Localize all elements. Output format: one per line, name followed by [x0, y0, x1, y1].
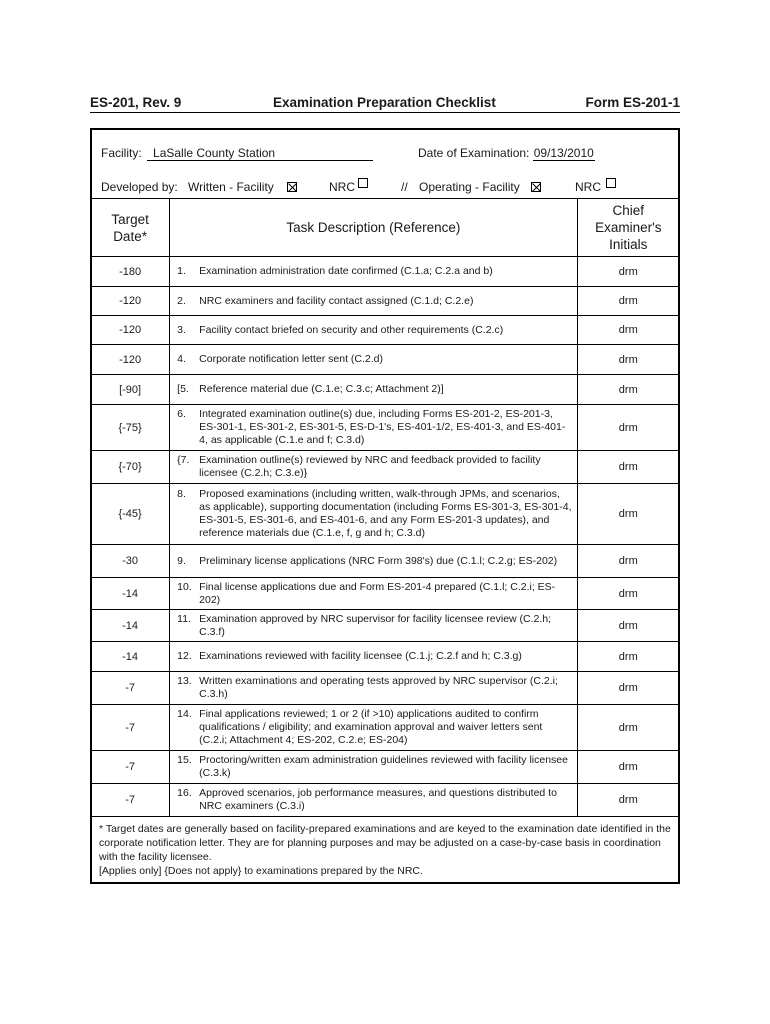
- task-table: [90, 198, 680, 817]
- task-cell: [170, 345, 577, 375]
- initials-cell[interactable]: drm: [577, 705, 679, 751]
- task-cell: [170, 545, 577, 578]
- task-description: Final applications reviewed; 1 or 2 (if >10) applications audited to confirm qualifications / eligibility; and examination approval and waiver letters sent (C.2.i; Attachment 4; ES-202, C.2.e; ES-204): [199, 708, 543, 746]
- page-header: [90, 92, 680, 113]
- task-number: {7.: [177, 454, 190, 466]
- target-date-cell: -120: [91, 316, 170, 345]
- initials-cell[interactable]: drm: [577, 545, 679, 578]
- table-row: [91, 672, 680, 705]
- task-cell: [170, 784, 577, 817]
- written-facility-label: Written - Facility: [188, 180, 274, 194]
- table-row: [91, 316, 680, 345]
- exam-date-input[interactable]: 09/13/2010: [533, 146, 594, 160]
- initials-cell[interactable]: drm: [577, 257, 679, 287]
- task-description: Preliminary license applications (NRC Form 398's) due (C.1.l; C.2.g; ES-202): [199, 554, 558, 567]
- footnote-applicability: [Applies only] {Does not apply} to examinations prepared by the NRC.: [99, 865, 423, 877]
- task-number: 16.: [177, 787, 192, 799]
- table-row: [91, 345, 680, 375]
- task-number: 2.: [177, 294, 186, 307]
- initials-cell[interactable]: drm: [577, 345, 679, 375]
- task-cell: [170, 578, 577, 610]
- initials-cell[interactable]: drm: [577, 287, 679, 316]
- initials-cell[interactable]: drm: [577, 751, 679, 784]
- operating-nrc-label: NRC: [575, 180, 601, 194]
- table-row: [91, 484, 680, 545]
- operating-nrc-checkbox[interactable]: [606, 178, 616, 188]
- task-number: 10.: [177, 580, 192, 593]
- target-date-cell: {-75}: [91, 405, 170, 451]
- task-cell: [170, 316, 577, 345]
- task-number: 1.: [177, 265, 186, 277]
- task-number: 6.: [177, 408, 186, 420]
- chief-examiner-initials-header: Chief Examiner's Initials: [577, 199, 679, 257]
- task-number: 14.: [177, 708, 192, 720]
- document-revision: ES-201, Rev. 9: [90, 95, 182, 110]
- task-description: Proposed examinations (including written, walk-through JPMs, and scenarios, as applicable), supporting documentation (including Forms ES-301-3, ES-301-4, ES-301-5, ES-301-6, and ES-401-6, and any Form ES-201-3 updates), and reference materials due (C.1.e, f, g and h; C.3.d): [199, 488, 572, 539]
- initials-cell[interactable]: drm: [577, 405, 679, 451]
- table-row: [91, 257, 680, 287]
- page-title: Examination Preparation Checklist: [273, 95, 496, 110]
- target-date-cell: {-70}: [91, 451, 170, 484]
- task-cell: [170, 257, 577, 287]
- initials-cell[interactable]: drm: [577, 784, 679, 817]
- target-date-cell: -180: [91, 257, 170, 287]
- target-date-cell: -30: [91, 545, 170, 578]
- task-description: Reference material due (C.1.e; C.3.c; Attachment 2)]: [199, 383, 444, 395]
- initials-cell[interactable]: drm: [577, 375, 679, 405]
- task-cell: [170, 672, 577, 705]
- task-number: 8.: [177, 488, 186, 500]
- task-description: Integrated examination outline(s) due, including Forms ES-201-2, ES-201-3, ES-301-1, ES-301-2, ES-301-5, ES-D-1's, ES-401-1/2, ES-401-3, and ES-401-4, as applicable (C.1.e and f; C.3.d): [199, 408, 566, 446]
- task-cell: [170, 451, 577, 484]
- task-cell: [170, 287, 577, 316]
- task-cell: [170, 642, 577, 672]
- initials-cell[interactable]: drm: [577, 484, 679, 545]
- target-date-header: Target Date*: [91, 199, 170, 257]
- table-row: [91, 287, 680, 316]
- target-date-cell: -7: [91, 672, 170, 705]
- table-row: [91, 545, 680, 578]
- task-number: 4.: [177, 353, 186, 365]
- written-nrc-checkbox[interactable]: [358, 178, 368, 188]
- task-description: Facility contact briefed on security and other requirements (C.2.c): [199, 323, 504, 336]
- initials-cell[interactable]: drm: [577, 451, 679, 484]
- task-description: Examination outline(s) reviewed by NRC and feedback provided to facility licensee (C.2.h; C.3.e)}: [199, 454, 541, 479]
- task-description-header: Task Description (Reference): [170, 199, 577, 257]
- task-description: Examinations reviewed with facility licensee (C.1.j; C.2.f and h; C.3.g): [199, 650, 522, 662]
- written-nrc-label: NRC: [329, 180, 355, 194]
- initials-cell[interactable]: drm: [577, 610, 679, 642]
- task-description: Examination administration date confirmed (C.1.a; C.2.a and b): [199, 265, 493, 277]
- task-cell: [170, 405, 577, 451]
- task-cell: [170, 610, 577, 642]
- task-description: Corporate notification letter sent (C.2.d): [199, 353, 383, 365]
- table-row: [91, 578, 680, 610]
- task-description: Proctoring/written exam administration guidelines reviewed with facility licensee (C.3.k): [199, 754, 568, 779]
- target-date-cell: -7: [91, 751, 170, 784]
- target-date-cell: -14: [91, 578, 170, 610]
- task-number: 15.: [177, 754, 192, 766]
- table-row: [91, 705, 680, 751]
- table-row: [91, 784, 680, 817]
- developed-by-label: Developed by:: [101, 180, 178, 194]
- facility-field: [101, 146, 373, 161]
- target-date-cell: -120: [91, 345, 170, 375]
- target-date-cell: -7: [91, 705, 170, 751]
- task-number: 13.: [177, 675, 192, 687]
- task-number: 3.: [177, 323, 186, 336]
- facility-input[interactable]: LaSalle County Station: [147, 146, 373, 161]
- task-number: 11.: [177, 612, 191, 625]
- target-date-cell: {-45}: [91, 484, 170, 545]
- separator: //: [401, 180, 408, 194]
- table-header-row: [91, 199, 680, 257]
- initials-cell[interactable]: drm: [577, 642, 679, 672]
- task-rows: [91, 257, 680, 817]
- footnote: [99, 822, 674, 878]
- task-description: Written examinations and operating tests approved by NRC supervisor (C.2.i; C.3.h): [199, 675, 558, 700]
- task-description: Examination approved by NRC supervisor for facility licensee review (C.2.h; C.3.f): [199, 612, 552, 638]
- task-number: 9.: [177, 554, 186, 567]
- exam-date-label: Date of Examination:: [418, 146, 530, 160]
- table-row: [91, 375, 680, 405]
- task-cell: [170, 751, 577, 784]
- operating-facility-checkbox[interactable]: [531, 182, 541, 192]
- task-description: NRC examiners and facility contact assigned (C.1.d; C.2.e): [199, 294, 474, 307]
- initials-cell[interactable]: drm: [577, 578, 679, 610]
- target-date-cell: -14: [91, 642, 170, 672]
- initials-cell[interactable]: drm: [577, 316, 679, 345]
- form-number: Form ES-201-1: [585, 95, 680, 110]
- table-row: [91, 751, 680, 784]
- table-row: [91, 451, 680, 484]
- task-number: [5.: [177, 383, 189, 395]
- table-row: [91, 610, 680, 642]
- table-row: [91, 405, 680, 451]
- facility-label: Facility:: [101, 146, 142, 160]
- exam-date-field: [418, 146, 595, 160]
- checklist-form: [90, 128, 680, 884]
- task-description: Approved scenarios, job performance measures, and questions distributed to NRC examiners (C.3.i): [199, 787, 557, 812]
- written-facility-checkbox[interactable]: [287, 182, 297, 192]
- target-date-cell: [-90]: [91, 375, 170, 405]
- table-row: [91, 642, 680, 672]
- task-cell: [170, 484, 577, 545]
- task-description: Final license applications due and Form ES-201-4 prepared (C.1.l; C.2.i; ES-202): [199, 580, 556, 606]
- initials-cell[interactable]: drm: [577, 672, 679, 705]
- task-number: 12.: [177, 650, 192, 662]
- task-cell: [170, 375, 577, 405]
- footnote-target-dates: * Target dates are generally based on facility-prepared examinations and are keyed to the examination date identified in the corporate notification letter. They are for planning purposes and may be adjusted on a case-by-case basis in coordination with the facility licensee.: [99, 823, 671, 863]
- task-cell: [170, 705, 577, 751]
- target-date-cell: -7: [91, 784, 170, 817]
- target-date-cell: -120: [91, 287, 170, 316]
- operating-facility-label: Operating - Facility: [419, 180, 520, 194]
- target-date-cell: -14: [91, 610, 170, 642]
